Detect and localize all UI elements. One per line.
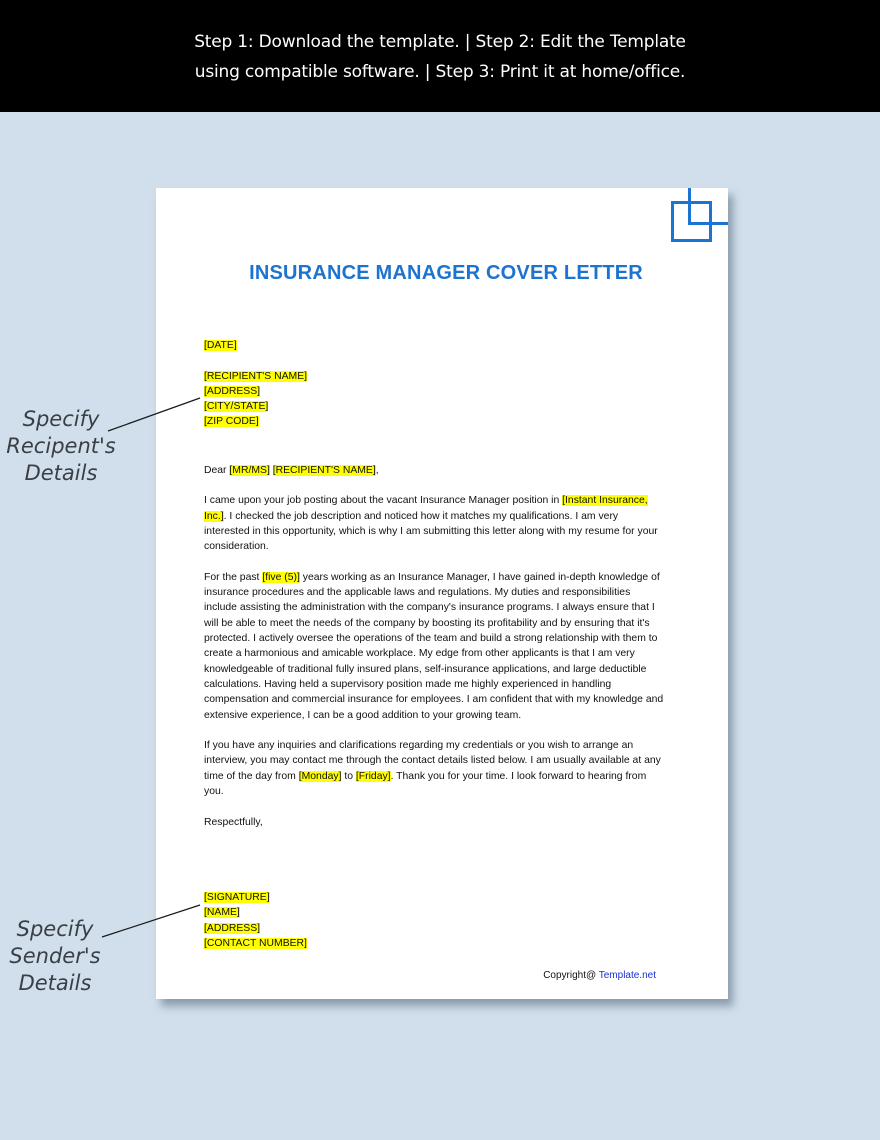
salutation-title-placeholder: [MR/MS]: [229, 464, 270, 476]
recipient-city-state-placeholder: [CITY/STATE]: [204, 401, 269, 413]
salutation-name-placeholder: [RECIPIENT'S NAME]: [272, 464, 376, 476]
template-net-link[interactable]: Template.net: [598, 970, 656, 981]
day-to-placeholder: [Friday]: [355, 770, 391, 782]
sender-address-placeholder: [ADDRESS]: [204, 922, 261, 934]
paragraph-contact: If you have any inquiries and clarifications regarding my credentials or you wish to arrange an interview, you may contact me through the contact details listed below. I am usually available at any time of the day from [Monday] to [Friday]. Thank you for your time. I look forward to hearing from you.: [204, 740, 661, 798]
recipient-name-placeholder: [RECIPIENT'S NAME]: [204, 370, 308, 382]
copyright-notice: Copyright@ Template.net: [543, 970, 656, 981]
banner-line-1: Step 1: Download the template. | Step 2: Edit the Template: [194, 32, 686, 52]
day-from-placeholder: [Monday]: [298, 770, 342, 782]
banner-line-2: using compatible software. | Step 3: Print it at home/office.: [194, 62, 686, 82]
company-placeholder: [Instant Insurance, Inc.]: [204, 495, 648, 522]
document-title: INSURANCE MANAGER COVER LETTER: [249, 262, 643, 284]
salutation: Dear [MR/MS] [RECIPIENT'S NAME],: [204, 464, 379, 476]
recipient-leader-line: [108, 398, 200, 431]
sender-name-placeholder: [NAME]: [204, 907, 240, 919]
paragraph-intro: I came upon your job posting about the vacant Insurance Manager position in [Instant Insurance, Inc.]. I checked the job description and noticed how it matches my qualifications. I am very interested in this opportunity, which is why I am submitting this letter along with my resume for your consideration.: [204, 495, 658, 553]
recipient-address-placeholder: [ADDRESS]: [204, 385, 261, 397]
recipient-details-annotation: Specify Recipent's Details: [6, 407, 116, 485]
years-placeholder: [five (5)]: [262, 571, 300, 583]
date-placeholder: [DATE]: [204, 340, 237, 351]
contact-number-placeholder: [CONTACT NUMBER]: [204, 937, 307, 949]
signature-placeholder: [SIGNATURE]: [204, 891, 270, 903]
sender-details-annotation: Specify Sender's Details: [9, 917, 101, 995]
sender-leader-line: [102, 905, 200, 937]
recipient-zip-placeholder: [ZIP CODE]: [204, 416, 259, 428]
paragraph-experience: For the past [five (5)] years working as an Insurance Manager, I have gained in-depth knowledge of insurance procedures and the applicable laws and regulations. My duties and responsibilities include assisting the administration with the company's insurance programs. I always ensure that I will be able to meet the needs of the company by boosting its profitability and by ensuring that it's protected. I actively oversee the operations of the team and build a strong relationship with them to create a harmonious and amicable workplace. My edge from other applicants is that I am very knowledgeable of traditional fully insured plans, self-insurance applications, and large deductible calculations. Having held a supervisory position made me highly experienced in handling compensation and commercial insurance for employees. I am confident that with my knowledge and extensive experience, I can be a good addition to your growing team.: [204, 571, 664, 721]
closing: Respectfully,: [204, 816, 263, 828]
